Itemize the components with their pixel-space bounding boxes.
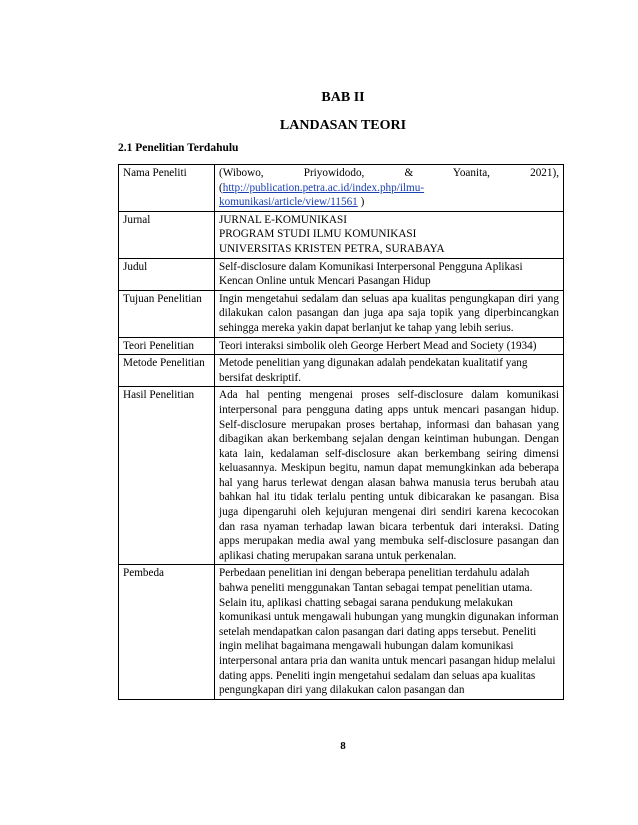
- citation-suffix: ): [360, 196, 365, 209]
- table-row-hasil: [119, 387, 564, 565]
- row-value: Ada hal penting mengenai proses self-disclosure dalam komunikasi interpersonal para pengguna dating apps untuk mencari pasangan hidup. Self-disclosure merupakan proses bertahap, informasi dan bahasan yang dibagikan akan berkembang sejalan dengan keintiman hubungan. Dengan kata lain, kedalaman self-disclosure akan berkembang seiring dimensi keluasannya. Meskipun begitu, namun dapat memungkinkan ada beberapa hal yang harus terlewat dengan alasan bahwa manusia terus berubah atau bahkan hal itu tidak terlalu penting untuk dibicarakan ke pasangan. Bisa juga dipengaruhi oleh kejujuran mengenai diri sendiri karena kecocokan dan rasa nyaman terhadap lawan bicara terbentuk dari interaksi. Dating apps merupakan media awal yang membuka self-disclosure pasangan dan aplikasi chating merupakan sarana untuk perkenalan.: [215, 387, 564, 565]
- row-value: Ingin mengetahui sedalam dan seluas apa kualitas pengungkapan diri yang dilakukan calon pasangan dan juga apa saja topik yang diperbincangkan sehingga mereka yakin dapat berlanjut ke tahap yang lebih serius.: [215, 290, 564, 337]
- chapter-title: LANDASAN TEORI: [279, 118, 407, 133]
- row-label: Teori Penelitian: [119, 337, 215, 355]
- page-number: 8: [340, 740, 346, 752]
- row-value-citation: [215, 165, 564, 212]
- journal-line: PROGRAM STUDI ILMU KOMUNIKASI: [219, 228, 417, 241]
- row-value: Teori interaksi simbolik oleh George Herbert Mead and Society (1934): [215, 337, 564, 355]
- section-heading: 2.1 Penelitian Terdahulu: [118, 142, 239, 154]
- table-row-pembeda: [119, 565, 564, 699]
- table-row-jurnal: [119, 211, 564, 258]
- row-label: Pembeda: [119, 565, 215, 699]
- table-row-judul: [119, 258, 564, 290]
- table-row-metode: [119, 355, 564, 387]
- row-label: Judul: [119, 258, 215, 290]
- row-value-journal: [215, 211, 564, 258]
- row-label: Tujuan Penelitian: [119, 290, 215, 337]
- row-value: Self-disclosure dalam Komunikasi Interpersonal Pengguna Aplikasi Kencan Online untuk Mencari Pasangan Hidup: [215, 258, 564, 290]
- citation-link[interactable]: http://publication.petra.ac.id/index.php/ilmu-komunikasi/article/view/11561: [219, 181, 425, 209]
- row-label: Metode Penelitian: [119, 355, 215, 387]
- citation-prefix: (Wibowo, Priyowidodo, & Yoanita, 2021), (: [219, 167, 559, 194]
- row-label: Nama Peneliti: [119, 165, 215, 212]
- previous-research-table: [118, 164, 564, 700]
- chapter-number: BAB II: [321, 90, 365, 105]
- table-row-nama-peneliti: [119, 165, 564, 212]
- row-value: Perbedaan penelitian ini dengan beberapa penelitian terdahulu adalah bahwa peneliti menggunakan Tantan sebagai tempat penelitian utama. Selain itu, aplikasi chatting sebagai sarana pendukung melakukan komunikasi untuk mengawali hubungan yang mungkin digunakan informan setelah mendapatkan calon pasangan dari dating apps tersebut. Peneliti ingin melihat bagaimana mengawali hubungan dalam komunikasi interpersonal antara pria dan wanita untuk mencari pasangan hidup melalui dating apps. Peneliti ingin mengetahui sedalam dan seluas apa kualitas pengungkapan diri yang dilakukan calon pasangan dan: [215, 565, 564, 699]
- journal-line: UNIVERSITAS KRISTEN PETRA, SURABAYA: [219, 242, 445, 255]
- row-value: Metode penelitian yang digunakan adalah pendekatan kualitatif yang bersifat deskriptif.: [215, 355, 564, 387]
- journal-line: JURNAL E-KOMUNIKASI: [219, 213, 347, 226]
- row-label: Hasil Penelitian: [119, 387, 215, 565]
- table-row-tujuan: [119, 290, 564, 337]
- table-row-teori: [119, 337, 564, 355]
- row-label: Jurnal: [119, 211, 215, 258]
